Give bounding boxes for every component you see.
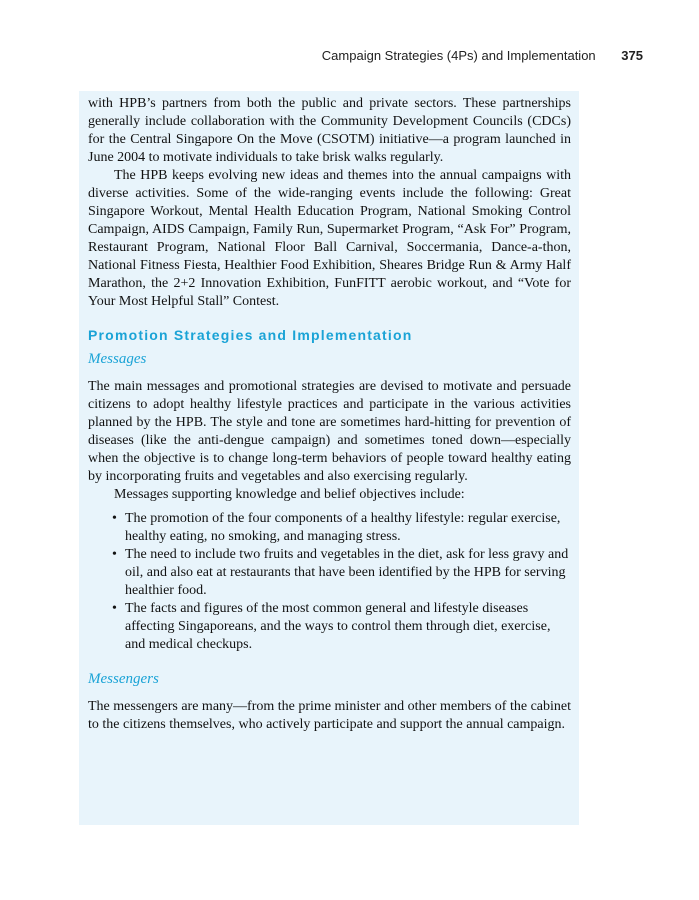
subheading-messages: Messages bbox=[88, 351, 147, 367]
page-number: 375 bbox=[621, 48, 643, 63]
section-heading-promotion: Promotion Strategies and Implementation bbox=[88, 327, 413, 343]
messages-bullet-list bbox=[88, 510, 571, 654]
subheading-messengers: Messengers bbox=[88, 671, 159, 687]
case-study-box bbox=[79, 91, 579, 825]
paragraph-events: The HPB keeps evolving new ideas and themes into the annual campaigns with diverse activities. Some of the wide-ranging events include the following: Great Singapore Workout, Mental Health Education Program, National Smoking Control Campaign, AIDS Campaign, Family Run, Supermarket Program, “Ask For” Program, Restaurant Program, National Floor Ball Carnival, Soccermania, Dance-a-thon, National Fitness Fiesta, Healthier Food Exhibition, Sheares Bridge Run & Army Half Marathon, the 2+2 Innovation Exhibition, FunFITT aerobic workout, and “Vote for Your Most Helpful Stall” Contest. bbox=[88, 168, 571, 309]
running-head bbox=[0, 48, 643, 63]
paragraph-partners: with HPB’s partners from both the public and private sectors. These partnerships generally include collaboration with the Community Development Councils (CDCs) for the Central Singapore On the Move (CSOTM) initiative—a program launched in June 2004 to motivate individuals to take brisk walks regularly. bbox=[88, 96, 571, 165]
paragraph-messages: The main messages and promotional strategies are devised to motivate and persuade citizens to adopt healthy lifestyle practices and participate in the various activities planned by the HPB. The style and tone are sometimes hard-hitting for prevention of diseases (like the anti-dengue campaign) and sometimes toned down—especially when the objective is to change long-term behaviors of people toward healthy eating by incorporating fruits and vegetables and also exercising regularly. bbox=[88, 379, 571, 484]
paragraph-messengers: The messengers are many—from the prime minister and other members of the cabinet to the citizens themselves, who actively participate and support the annual campaign. bbox=[88, 699, 571, 732]
bullet-item: • The facts and figures of the most common general and lifestyle diseases affecting Singaporeans, and the ways to control them through diet, exercise, and medical checkups. bbox=[125, 600, 571, 654]
bullet-item: • The need to include two fruits and vegetables in the diet, ask for less gravy and oil, and also eat at restaurants that have been identified by the HPB for serving healthier food. bbox=[125, 546, 571, 600]
paragraph-messages-intro: Messages supporting knowledge and belief objectives include: bbox=[114, 487, 465, 502]
bullet-item: • The promotion of the four components of a healthy lifestyle: regular exercise, healthy eating, no smoking, and managing stress. bbox=[125, 510, 571, 546]
running-title: Campaign Strategies (4Ps) and Implementation bbox=[321, 48, 596, 63]
